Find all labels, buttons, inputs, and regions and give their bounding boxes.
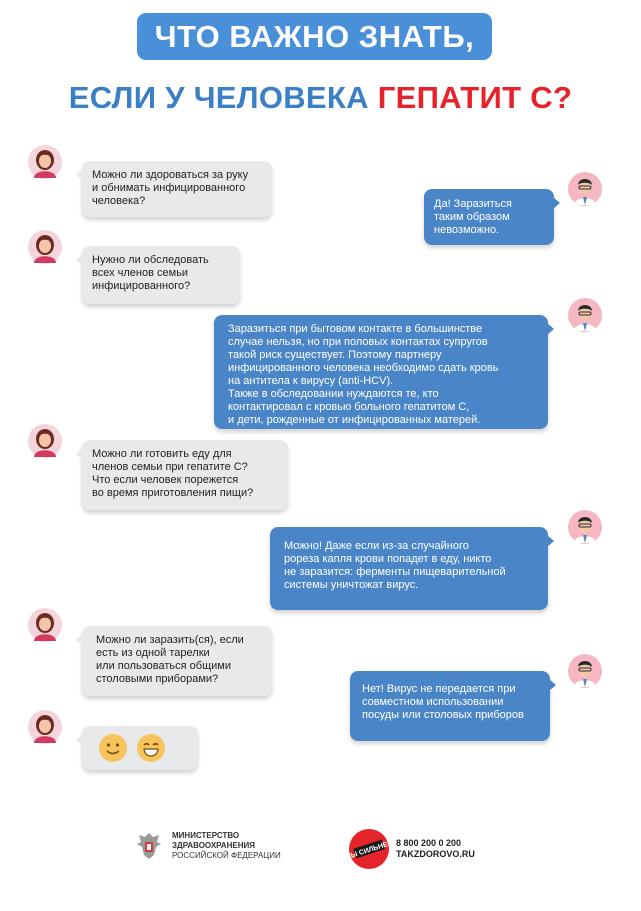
answer-bubble-3 <box>270 527 548 610</box>
doctor-avatar-icon <box>568 654 602 688</box>
woman-avatar-icon <box>28 145 62 179</box>
question-bubble-2 <box>82 246 240 304</box>
answer-4-text: Нет! Вирус не передается при совместном использовании посуды или столовых приборов <box>362 683 524 721</box>
question-3-text: Можно ли готовить еду для членов семьи при гепатите С? Что если человек порежется во время приготовления пищи? <box>92 448 254 499</box>
emoji-bubble <box>82 726 198 770</box>
answer-bubble-4 <box>350 671 550 741</box>
woman-avatar-icon <box>28 424 62 458</box>
eagle-emblem-icon <box>134 830 164 862</box>
hotline-phone: 8 800 200 0 200 <box>396 838 462 848</box>
smiling-face-icon <box>98 733 128 763</box>
woman-avatar-icon <box>28 230 62 264</box>
question-2-text: Нужно ли обследовать всех членов семьи инфицированного? <box>92 254 209 292</box>
logo-text: ТЫ СИЛЬНЕЕ <box>345 839 394 862</box>
doctor-avatar-icon <box>568 172 602 206</box>
woman-avatar-icon <box>28 710 62 744</box>
question-bubble-1 <box>82 161 272 217</box>
website-link[interactable]: TAKZDOROVO.RU <box>396 849 475 859</box>
page-title: ЧТО ВАЖНО ЗНАТЬ, <box>137 13 492 60</box>
question-4-text: Можно ли заразить(ся), если есть из одной тарелки или пользоваться общими столовыми приборами? <box>96 634 244 685</box>
takzdorovo-logo <box>345 828 475 870</box>
doctor-avatar-icon <box>568 510 602 544</box>
grinning-face-icon <box>136 733 166 763</box>
subtitle-part-2: ГЕПАТИТ С? <box>377 80 573 115</box>
ministry-logo <box>134 830 281 862</box>
ministry-line-1: МИНИСТЕРСТВО <box>172 831 240 840</box>
woman-avatar-icon <box>28 608 62 642</box>
answer-2-text: Заразиться при бытовом контакте в большинстве случае нельзя, но при половых контактах супругов такой риск существует. Поэтому партнеру инфицированного человека необходимо сдать кровь на антитела к вирусу (anti-HCV). Также в обследовании нуждаются те, кто контактировал с кровью больного гепатитом С, и дети, рожденные от инфицированных матерей. <box>228 323 499 426</box>
answer-bubble-1 <box>424 189 554 245</box>
page-subtitle <box>0 80 641 116</box>
subtitle-part-1: ЕСЛИ У ЧЕЛОВЕКА <box>68 80 378 115</box>
ministry-line-3: РОССИЙСКОЙ ФЕДЕРАЦИИ <box>172 851 281 860</box>
ministry-line-2: ЗДРАВООХРАНЕНИЯ <box>172 841 255 850</box>
answer-1-text: Да! Заразиться таким образом невозможно. <box>434 198 512 236</box>
doctor-avatar-icon <box>568 298 602 332</box>
ty-silnee-logo-icon <box>345 828 394 870</box>
answer-3-text: Можно! Даже если из-за случайного pореза капля крови попадет в еду, никто не заразится: ферменты пищеварительной системы уничтожат вирус. <box>284 540 506 591</box>
question-1-text: Можно ли здороваться за руку и обнимать инфицированного человека? <box>92 169 249 207</box>
question-bubble-4 <box>82 626 272 696</box>
question-bubble-3 <box>82 440 288 510</box>
answer-bubble-2 <box>214 315 548 429</box>
